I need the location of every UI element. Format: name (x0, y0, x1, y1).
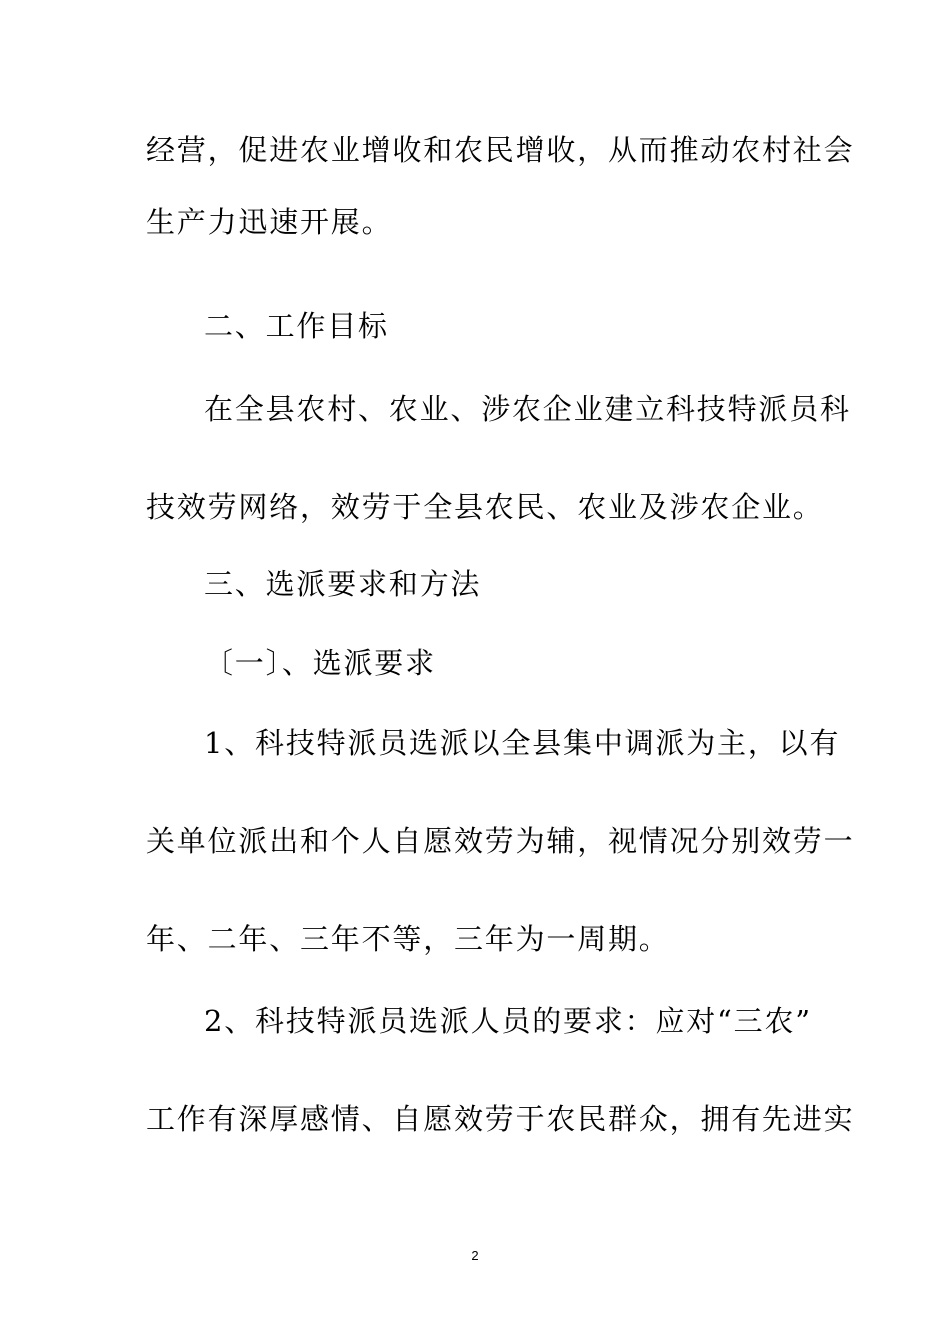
subsection-heading: 〔一〕、选派要求 (204, 646, 436, 680)
section-heading: 二、工作目标 (204, 309, 389, 343)
paragraph-line: 2、科技特派员选派人员的要求：应对“三农” (204, 1004, 812, 1038)
paragraph-line: 工作有深厚感情、自愿效劳于农民群众，拥有先进实 (146, 1102, 855, 1136)
page-number: 2 (471, 1248, 479, 1263)
paragraph-line: 在全县农村、农业、涉农企业建立科技特派员科 (204, 392, 851, 426)
paragraph-line: 1、科技特派员选派以全县集中调派为主，以有 (204, 726, 841, 760)
paragraph-line: 关单位派出和个人自愿效劳为辅，视情况分别效劳一 (146, 824, 855, 858)
paragraph-line: 经营，促进农业增收和农民增收，从而推动农村社会 (146, 133, 855, 167)
paragraph-line: 年、二年、三年不等，三年为一周期。 (146, 922, 670, 956)
paragraph-line: 技效劳网络，效劳于全县农民、农业及涉农企业。 (146, 490, 824, 524)
section-heading: 三、选派要求和方法 (204, 567, 482, 601)
paragraph-line: 生产力迅速开展。 (146, 205, 393, 239)
